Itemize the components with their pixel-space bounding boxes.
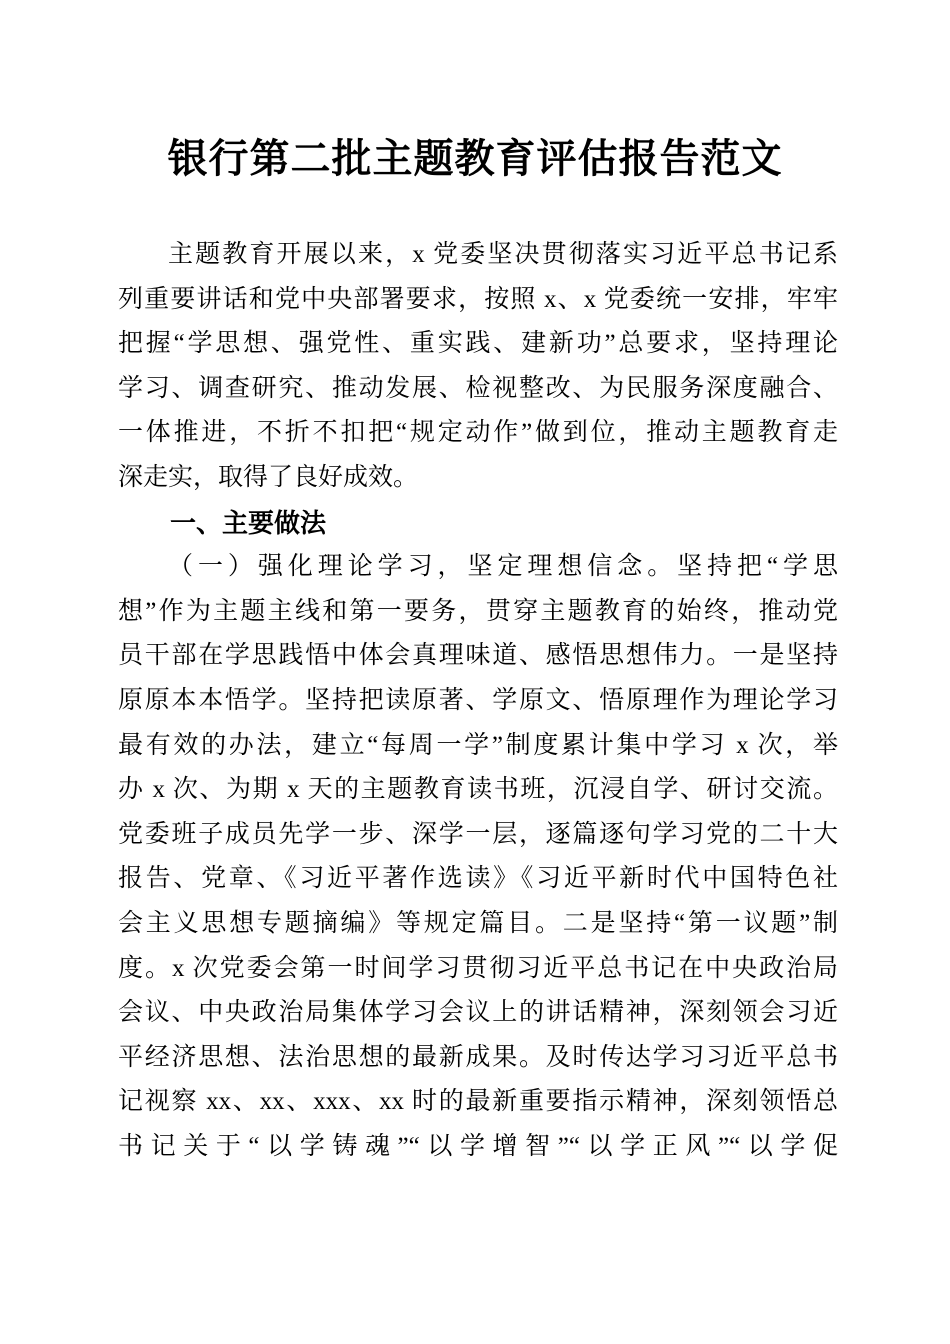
text-line: 把握“学思想、强党性、重实践、建新功”总要求，坚持理论 <box>118 330 838 358</box>
text-line: 一体推进，不折不扣把“规定动作”做到位，推动主题教育走 <box>118 419 838 447</box>
text-line: 度。x 次党委会第一时间学习贯彻习近平总书记在中央政治局 <box>118 954 838 982</box>
text-line: 书记关于“以学铸魂”“以学增智”“以学正风”“以学促 <box>118 1132 838 1160</box>
text-line: 学习、调查研究、推动发展、检视整改、为民服务深度融合、 <box>118 374 838 402</box>
text-line: 会主义思想专题摘编》等规定篇目。二是坚持“第一议题”制 <box>118 909 838 937</box>
text-line: 会议、中央政治局集体学习会议上的讲话精神，深刻领会习近 <box>118 999 838 1027</box>
section-heading-main-practices: 一、主要做法 <box>170 507 327 538</box>
text-line: 原原本本悟学。坚持把读原著、学原文、悟原理作为理论学习 <box>118 686 838 714</box>
document-body <box>118 233 838 1169</box>
text-line: 深走实，取得了良好成效。 <box>118 463 419 491</box>
text-line: （一）强化理论学习，坚定理想信念。坚持把“学思 <box>168 553 838 581</box>
text-line: 想”作为主题主线和第一要务，贯穿主题教育的始终，推动党 <box>118 597 838 625</box>
text-line: 办 x 次、为期 x 天的主题教育读书班，沉浸自学、研讨交流。 <box>118 776 838 804</box>
text-line: 主题教育开展以来，x 党委坚决贯彻落实习近平总书记系 <box>168 241 838 268</box>
text-line: 党委班子成员先学一步、深学一层，逐篇逐句学习党的二十大 <box>118 820 838 848</box>
text-line: 员干部在学思践悟中体会真理味道、感悟思想伟力。一是坚持 <box>118 642 838 670</box>
text-line: 最有效的办法，建立“每周一学”制度累计集中学习 x 次，举 <box>118 731 838 759</box>
document-title: 银行第二批主题教育评估报告范文 <box>167 136 783 181</box>
text-line: 记视察 xx、xx、xxx、xx 时的最新重要指示精神，深刻领悟总 <box>118 1088 838 1116</box>
text-line: 列重要讲话和党中央部署要求，按照 x、x 党委统一安排，牢牢 <box>118 285 838 313</box>
text-line: 平经济思想、法治思想的最新成果。及时传达学习习近平总书 <box>118 1043 838 1071</box>
text-line: 报告、党章、《习近平著作选读》《习近平新时代中国特色社 <box>118 865 838 893</box>
